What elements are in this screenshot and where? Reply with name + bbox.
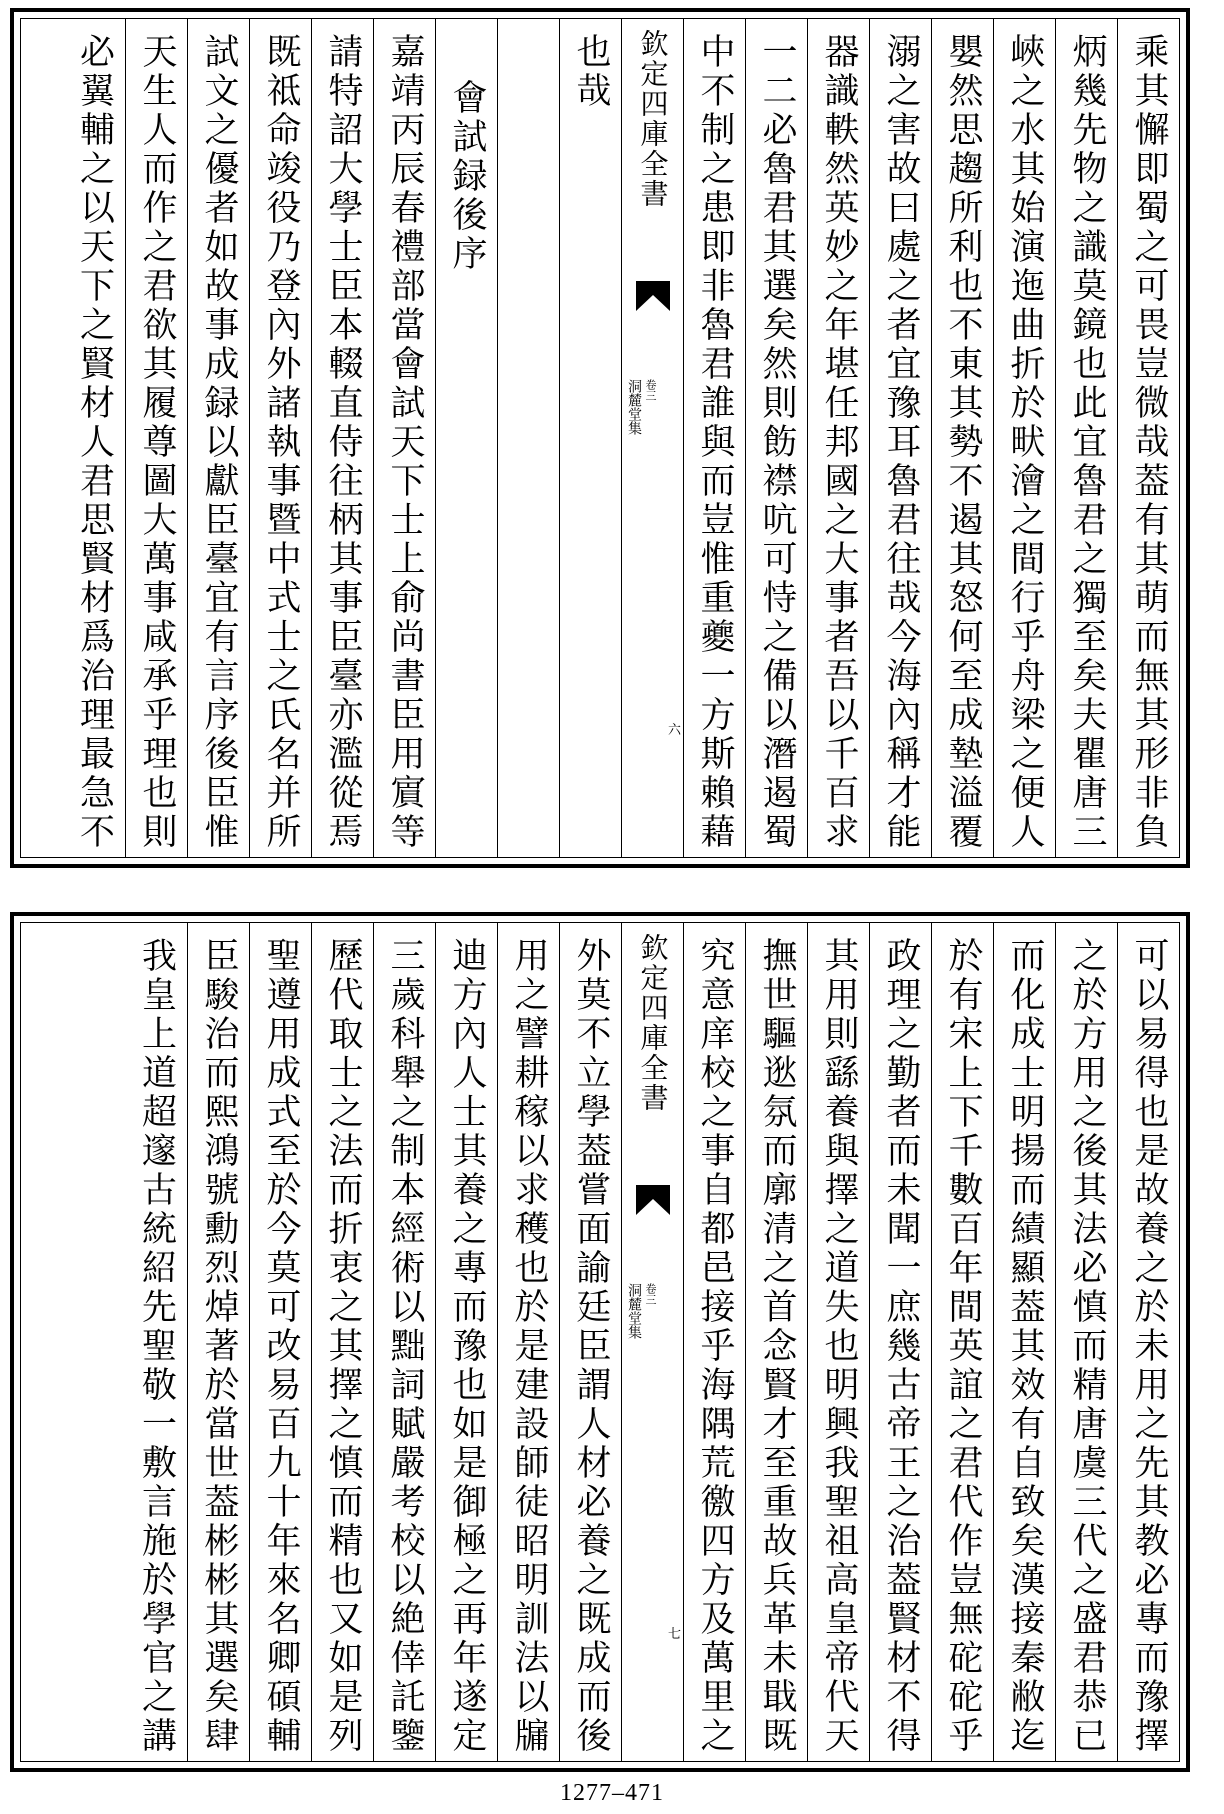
fishtail-mark-icon — [636, 1185, 670, 1215]
juan-number: 卷三 — [644, 1283, 657, 1305]
text-column — [745, 923, 807, 1761]
collection-title: 洞麓堂集 — [626, 379, 642, 435]
bottom-page-frame — [20, 922, 1180, 1762]
text-column — [1055, 19, 1117, 857]
text-column — [187, 923, 249, 1761]
section-title-column — [435, 19, 497, 857]
column-text: 請特詔大學士臣本輟直侍往柄其事臣臺亦濫從焉 — [323, 33, 363, 852]
text-column — [311, 19, 373, 857]
text-column — [869, 923, 931, 1761]
text-column — [745, 19, 807, 857]
section-title: 會試録後序 — [447, 79, 487, 274]
book-title: 欽定四庫全書 — [636, 29, 670, 209]
column-text: 之於方用之後其法必慎而精唐虞三代之盛君恭已 — [1067, 937, 1107, 1756]
text-column — [683, 19, 745, 857]
top-page — [10, 8, 1190, 868]
column-text: 中不制之患即非魯君誰與而豈惟重夔一方斯賴藉 — [695, 33, 735, 852]
text-column — [1117, 19, 1179, 857]
column-text: 既祗命竣役乃登內外諸執事暨中式士之氏名并所 — [261, 33, 301, 852]
text-column — [125, 19, 187, 857]
text-column — [559, 19, 621, 857]
column-text: 峽之水其始演迤曲折於畎澮之間行乎舟梁之便人 — [1005, 33, 1045, 852]
text-column — [559, 923, 621, 1761]
page-edge-column — [621, 19, 683, 857]
text-column — [63, 19, 125, 857]
column-text: 迪方內人士其養之專而豫也如是御極之再年遂定 — [447, 937, 487, 1756]
leaf-number: 七 — [667, 1627, 681, 1642]
page-reference: 1277–471 — [560, 1780, 664, 1806]
column-text: 乘其懈即蜀之可畏豈微哉葢有其萌而無其形非負 — [1129, 33, 1169, 852]
text-column — [931, 923, 993, 1761]
text-column — [435, 923, 497, 1761]
text-column — [1117, 923, 1179, 1761]
column-text: 嬰然思趨所利也不東其勢不遏其怒何至成墊溢覆 — [943, 33, 983, 852]
column-text: 嘉靖丙辰春禮部當會試天下士上俞尚書臣用賔等 — [385, 33, 425, 852]
collection-title: 洞麓堂集 — [626, 1283, 642, 1339]
text-column — [187, 19, 249, 857]
column-text: 其用則繇養與擇之道失也明興我聖祖高皇帝代天 — [819, 937, 859, 1756]
text-column — [373, 19, 435, 857]
leaf-number: 六 — [667, 723, 681, 738]
text-column — [807, 923, 869, 1761]
book-title: 欽定四庫全書 — [636, 933, 670, 1113]
text-column — [125, 923, 187, 1761]
text-column — [249, 923, 311, 1761]
fishtail-mark-icon — [636, 281, 670, 311]
column-text: 必翼輔之以天下之賢材人君思賢材爲治理最急不 — [74, 33, 115, 852]
juan-number: 卷三 — [644, 379, 657, 401]
page-edge-column — [621, 923, 683, 1761]
text-column — [249, 19, 311, 857]
bottom-page-columns — [21, 923, 1179, 1761]
text-column — [869, 19, 931, 857]
top-page-frame — [20, 18, 1180, 858]
column-text: 而化成士明揚而績顯葢其效有自致矣漢接秦敝迄 — [1005, 937, 1045, 1756]
text-column — [1055, 923, 1117, 1761]
column-text: 一二必魯君其選矣然則飭襟吭可恃之備以潛遏蜀 — [757, 33, 797, 852]
column-text: 於有宋上下千數百年間英誼之君代作豈無砣砣乎 — [943, 937, 983, 1756]
text-column — [497, 19, 559, 857]
column-text: 歷代取士之法而折衷之其擇之慎而精也又如是列 — [323, 937, 363, 1756]
text-column — [497, 923, 559, 1761]
text-column — [807, 19, 869, 857]
column-text: 三歲科舉之制本經術以黜詞賦嚴考校以絶倖託鑒 — [385, 937, 425, 1756]
column-text: 用之譬耕稼以求穫也於是建設師徒昭明訓法以牖 — [509, 937, 549, 1756]
column-text: 聖遵用成式至於今莫可改易百九十年來名卿碩輔 — [261, 937, 301, 1756]
top-page-columns — [21, 19, 1179, 857]
column-text: 撫世驅逖氛而廓清之首念賢才至重故兵革未戢既 — [757, 937, 797, 1756]
column-text: 我皇上道超邃古統紹先聖敬一敷言施於學官之講 — [136, 937, 177, 1756]
text-column — [311, 923, 373, 1761]
text-column — [683, 923, 745, 1761]
column-text: 炳幾先物之識莫鏡也此宜魯君之獨至矣夫瞿唐三 — [1067, 33, 1107, 852]
column-text: 天生人而作之君欲其履尊圖大萬事咸承乎理也則 — [137, 33, 177, 852]
text-column — [993, 923, 1055, 1761]
text-column — [931, 19, 993, 857]
column-text: 究意庠校之事自都邑接乎海隅荒徼四方及萬里之 — [695, 937, 735, 1756]
text-column — [993, 19, 1055, 857]
column-text: 臣駿治而熙鴻號勳烈焯著於當世葢彬彬其選矣肆 — [199, 937, 239, 1756]
column-text: 可以易得也是故養之於未用之先其教必專而豫擇 — [1129, 937, 1169, 1756]
column-text: 外莫不立學葢嘗面諭廷臣謂人材必養之既成而後 — [571, 937, 611, 1756]
column-text: 政理之勤者而未聞一庶幾古帝王之治葢賢材不得 — [881, 937, 921, 1756]
bottom-page — [10, 912, 1190, 1772]
column-text: 溺之害故曰處之者宜豫耳魯君往哉今海內稱才能 — [881, 33, 921, 852]
column-text: 器識軼然英妙之年堪任邦國之大事者吾以千百求 — [819, 33, 859, 852]
column-text: 也哉 — [571, 33, 611, 111]
column-text: 試文之優者如故事成録以獻臣臺宜有言序後臣惟 — [199, 33, 239, 852]
text-column — [373, 923, 435, 1761]
